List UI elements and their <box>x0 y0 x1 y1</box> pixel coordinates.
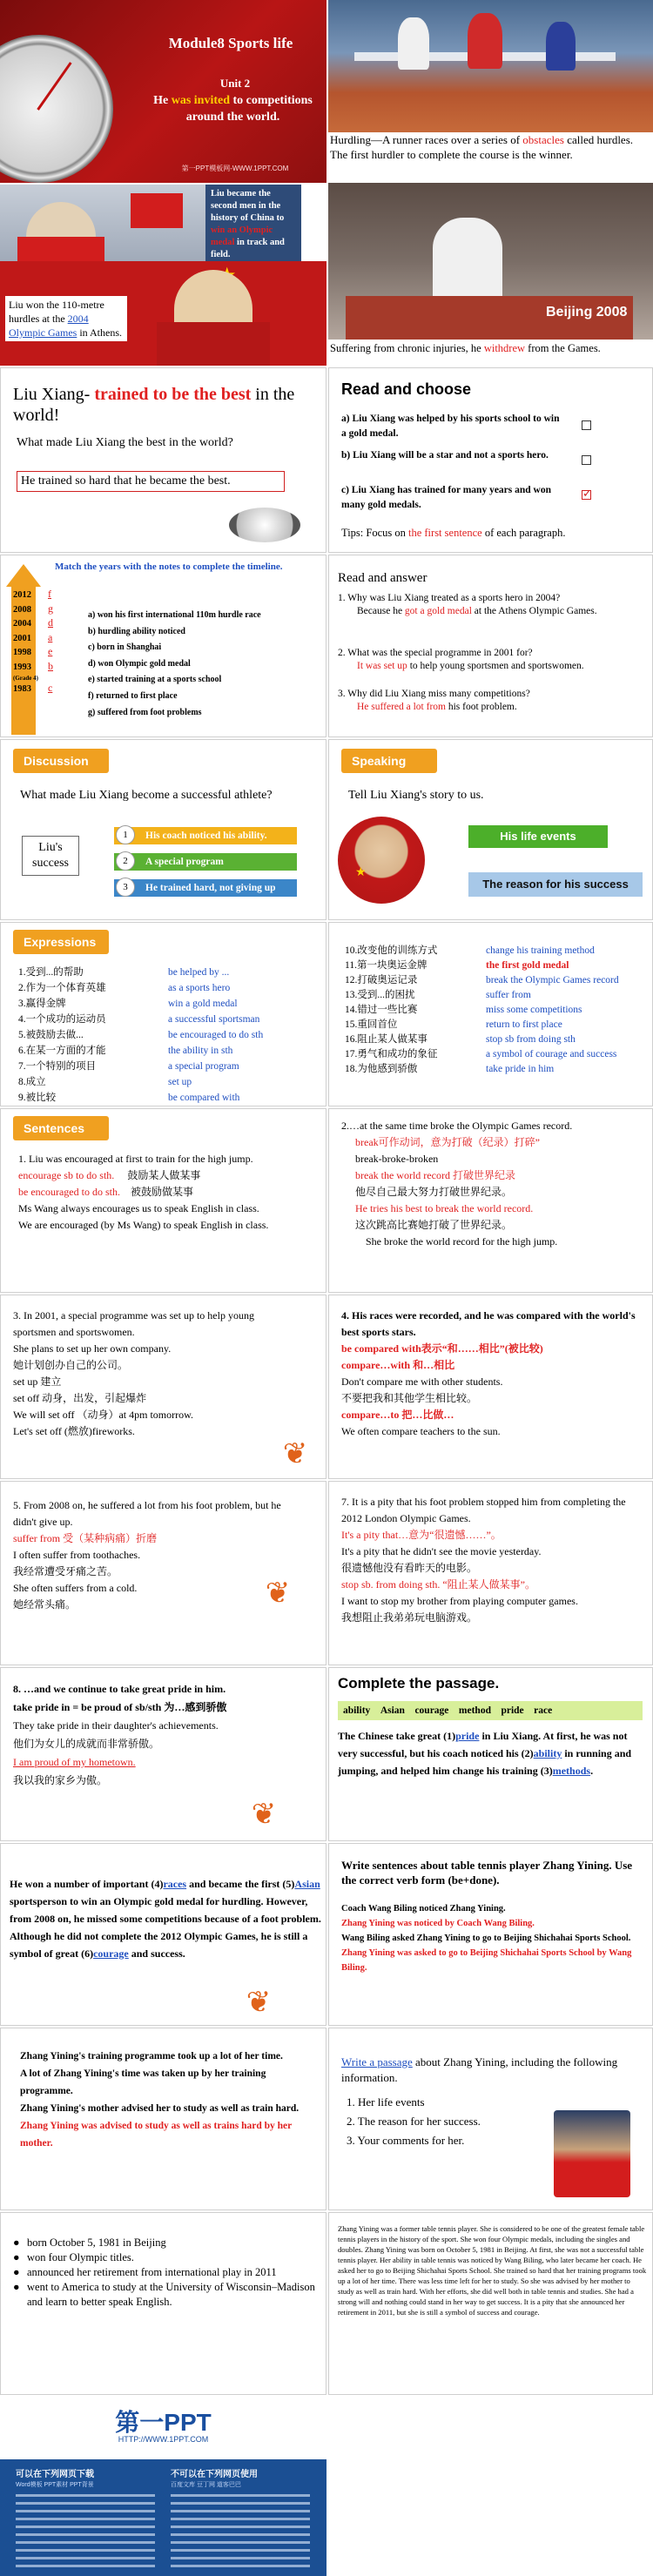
footer-panel <box>0 2459 326 2576</box>
word-bank: ability Asian courage method pride race <box>338 1701 643 1720</box>
slide-read-answer <box>328 555 653 737</box>
slide-trained <box>0 367 326 553</box>
slide-sentences-1 <box>0 1108 326 1293</box>
write-title: Write sentences about table tennis player Zhang Yining. Use the correct verb form (be+done). <box>341 1859 633 1887</box>
timeline-years: 2012 2008 2004 2001 1998 1993 (Grade 4) 1983 <box>13 590 38 694</box>
footer-col1-note: Word模板 PPT素材 PPT背景 <box>16 2482 94 2488</box>
passage-part-1: The Chinese take great (1)pride in Liu Xiang. At first, he was not very successful, but his coach noticed his (2)ability in running and jumping, and helped him change his training (3)methods. <box>338 1730 632 1777</box>
read-choose-title: Read and choose <box>341 380 472 398</box>
footer-links-1 <box>16 2494 155 2567</box>
slide-passage-2 <box>0 1843 326 2026</box>
expressions-zh-right: 10.改变他的训练方式 11.第一块奥运金牌 12.打破奥运记录 13.受到...的困扰 14.错过一些比赛 15.重回首位 16.阻止某人做某事 17.勇气和成功的象征 18.为他感到骄傲 <box>345 945 438 1074</box>
write-passage-intro: Write a passage about Zhang Yining, including the following information. <box>341 2055 618 2084</box>
life-events-box: His life events <box>468 825 608 848</box>
slide-sentences-5 <box>0 1481 326 1665</box>
logo: 第一PPT <box>115 2409 212 2436</box>
footer-col2-note: 百度文库 豆丁网 道客巴巴 <box>171 2482 241 2488</box>
sentence-8: 8. …and we continue to take great pride in him. take pride in = be proud of sb/sth 为…感到骄傲 They take pride in their daughter's achievements. 他们为女儿的成就而非常骄傲。 I am proud of my hometown. 我以我的家乡为傲。 <box>13 1683 227 1786</box>
caption-110m: Liu won the 110-metre hurdles at the 2004 Olympic Games in Athens. <box>5 296 127 341</box>
reason-2: A special program <box>114 853 297 871</box>
expressions-zh-left: 1.受到...的帮助 2.作为一个体育英雄 3.赢得金牌 4.一个成功的运动员 5.被鼓励去做... 6.在某一方面的才能 7.一个特别的项目 8.成立 9.被比较 <box>18 967 106 1103</box>
slide-zhang-facts <box>0 2212 326 2395</box>
ppt-label: 第一PPT模板网-WWW.1PPT.COM <box>181 165 289 172</box>
maple-leaf-icon: ❦ <box>246 1985 272 2020</box>
footer-col2-title: 不可以在下列网页使用 <box>171 2470 258 2479</box>
choice-a[interactable]: a) Liu Xiang was helped by his sports school to win a gold medal. <box>341 414 560 439</box>
checkbox-c[interactable] <box>582 490 591 500</box>
reason-num-2: 2 <box>116 851 135 871</box>
write-passage-items: 1. Her life events 2. The reason for her success. 3. Your comments for her. <box>347 2095 481 2147</box>
sentences-tag: Sentences <box>13 1116 109 1140</box>
hurdling-photo <box>328 0 653 132</box>
answer-box: He trained so hard that he became the best. <box>17 471 285 492</box>
maple-leaf-icon: ❦ <box>282 1436 308 1471</box>
reason-success-box: The reason for his success <box>468 872 643 897</box>
slide-write-sentences <box>328 1843 653 2026</box>
reason-num-1: 1 <box>116 825 135 844</box>
slide-sentences-4 <box>328 1295 653 1479</box>
maple-leaf-icon: ❦ <box>251 1797 277 1832</box>
qa-1: 1. Why was Liu Xiang treated as a sports hero in 2004? Because he got a gold medal at the Athens Olympic Games. <box>338 593 597 616</box>
reason-num-3: 3 <box>116 878 135 897</box>
unit-label: Unit 2 <box>219 77 251 90</box>
discussion-tag: Discussion <box>13 749 109 773</box>
sentence-3: 3. In 2001, a special programme was set up to help young sportsmen and sportswomen. She plans to set up her own company. 她计划创办自己的公司。 set up 建立 set off 动身，出发，引起爆炸 We will set off （动身）at 4pm tomorrow. Let's set off (燃放)fireworks. <box>13 1309 254 1437</box>
slide-sentences-3 <box>0 1295 326 1479</box>
deck-title: Module8 Sports life <box>168 35 293 51</box>
slide-sentences-2 <box>328 1108 653 1293</box>
sentence-7: 7. It is a pity that his foot problem stopped him from completing the 2012 London Olympic Games. It's a pity that…意为“很遗憾……”。 It's a pity that he didn't see the movie yesterday. 很遗憾他没有看昨天的电影。 stop sb. from doing sth. “阻止某人做某事”。 I want to stop my brother from playing computer games. 我想阻止我弟弟玩电脑游戏。 <box>341 1496 626 1624</box>
passive-lines: Zhang Yining's training programme took up a lot of her time. A lot of Zhang Yining's time was taken up by her training programme. Zhang Yining's mother advised her to study as well as train hard. Zhang Yining was advised to study as well as trains hard by her mother. <box>20 2051 300 2149</box>
speaking-tag: Speaking <box>341 749 437 773</box>
withdraw-photo: Beijing 2008 <box>328 183 653 340</box>
facts-list: ● born October 5, 1981 in Beijing ● won four Olympic titles. ● announced her retirement from international play in 2011 ● went to America to study at the University of Wisconsin–Madison and learn to better speak English. <box>13 2236 315 2308</box>
caption-injury: Suffering from chronic injuries, he withdrew from the Games. <box>330 342 601 354</box>
sentence-1: 1. Liu was encouraged at first to train for the high jump. encourage sb to do sth. 鼓励某人做某事 be encouraged to do sth. 被鼓励做某事 Ms Wang always encourages us to speak English in class. We are encouraged (by Ms Wang) to speak English in class. <box>18 1153 269 1231</box>
logo-url: HTTP://WWW.1PPT.COM <box>118 2435 209 2444</box>
sentence-4: 4. His races were recorded, and he was compared with the world's best sports stars. be compared with表示“和……相比”(被比较) compare…with 和…相比 Don't compare me with other students. 不要把我和其他学生相比较。 compare…to 把…比做… We often compare teachers to the sun. <box>341 1309 636 1437</box>
slide-expressions-1 <box>0 922 326 1106</box>
slide-intro <box>0 0 653 366</box>
tips: Tips: Focus on the first sentence of each paragraph. <box>341 527 566 539</box>
slide-speaking <box>328 739 653 920</box>
success-label: Liu's success <box>22 836 79 876</box>
qa-3: 3. Why did Liu Xiang miss many competitions? He suffered a lot from his foot problem. <box>338 689 530 712</box>
expressions-tag: Expressions <box>13 930 109 954</box>
expressions-en-left: be helped by ... as a sports hero win a gold medal a successful sportsman be encouraged to do sth the ability in sth a special program set up be compared with <box>168 967 264 1103</box>
slide-timeline <box>0 555 326 737</box>
complete-title: Complete the passage. <box>338 1675 500 1692</box>
slide-discussion <box>0 739 326 920</box>
read-answer-title: Read and answer <box>338 571 427 585</box>
checkbox-b[interactable] <box>582 455 591 465</box>
reason-3: He trained hard, not giving up <box>114 879 297 897</box>
check-icon: ✓ <box>582 488 592 501</box>
sentence-5: 5. From 2008 on, he suffered a lot from his foot problem, but he didn't give up. suffer from 受（某种病痛）折磨 I often suffer from toothaches. 我经常遭受牙痛之苦。 She often suffers from a cold. 她经常头痛。 <box>13 1499 281 1611</box>
footer-links-2 <box>171 2494 310 2567</box>
checkbox-a[interactable] <box>582 420 591 430</box>
title-panel <box>0 0 326 183</box>
slide-write-passage <box>328 2028 653 2210</box>
passage-part-2: He won a number of important (4)races and became the first (5)Asian sportsperson to win an Olympic gold medal for hurdling. However, from 2008 on, he missed some competitions because of a foot problem. Although he did not complete the 2012 Olympic Games, he is still a symbol of great (6)courage and success. <box>10 1878 321 1960</box>
question: What made Liu Xiang the best in the world? <box>17 436 233 449</box>
timeline-answers: f g d a e b c <box>48 588 53 694</box>
speaking-question: Tell Liu Xiang's story to us. <box>348 789 484 802</box>
slide-sentences-7 <box>328 1481 653 1665</box>
sentence-2: 2.…at the same time broke the Olympic Games record. break可作动词，意为打破（纪录）打碎” break-broke-broken break the world record 打破世界纪录 他尽自己最大努力打破世界纪录。 He tries his best to break the world record. 这次跳高比赛她打破了世界纪录。 She broke the world record for the high jump. <box>341 1120 573 1248</box>
zhang-yining-photo <box>554 2110 630 2197</box>
caption-hurdling: Hurdling—A runner races over a series of obstacles called hurdles. The first hurdler to complete the course is the winner. <box>330 133 634 161</box>
stopwatch-badge-icon <box>229 508 300 542</box>
slide-passive-practice <box>0 2028 326 2210</box>
slide-complete-passage <box>328 1667 653 1841</box>
stopwatch-icon <box>0 35 113 183</box>
timeline-notes: a) won his first international 110m hurdle race b) hurdling ability noticed c) born in Shanghai d) won Olympic gold medal e) started training at a sports school f) returned to first place g) suffered from foot problems <box>88 610 261 717</box>
liu-portrait: ★ <box>338 817 425 904</box>
caption-olympic: Liu became the second men in the history of China to win an Olympic medal in track and field. <box>205 185 301 296</box>
write-lines: Coach Wang Biling noticed Zhang Yining. Zhang Yining was noticed by Coach Wang Biling. Wang Biling asked Zhang Yining to go to Beijing Shichahai Sports School. Zhang Yining was asked to go to Beijing Shichahai Sports School by Wang Biling. <box>341 1904 632 1973</box>
slide-expressions-2 <box>328 922 653 1106</box>
qa-2: 2. What was the special programme in 2001 for? It was set up to help young sportsmen and sportswomen. <box>338 648 584 671</box>
choice-b[interactable]: b) Liu Xiang will be a star and not a sports hero. <box>341 450 549 461</box>
timeline-instruction: Match the years with the notes to complete the timeline. <box>55 562 283 572</box>
slide-sentences-8 <box>0 1667 326 1841</box>
discussion-question: What made Liu Xiang become a successful athlete? <box>20 789 273 802</box>
expressions-en-right: change his training method the first gold medal break the Olympic Games record suffer from miss some competitions return to first place stop sb from doing sth a symbol of courage and success take pride in him <box>486 945 619 1074</box>
choice-c[interactable]: c) Liu Xiang has trained for many years and won many gold medals. <box>341 485 551 510</box>
left-title: Liu Xiang- trained to be the best in the world! <box>13 385 295 425</box>
slide-read-choose <box>328 367 653 553</box>
slide-zhang-passage <box>328 2212 653 2395</box>
zhang-passage: Zhang Yining was a former table tennis player. She is considered to be one of the greatest female table tennis players in the history of the sport. She won four Olympic medals, including the singles and doubles. Zhang Yining was born on October 5, 1981 in Beijing. At first, she was not a successful table tennis player. Her ability in table tennis was noticed by Wang Biling, who later became her coach. He asked her to go to Beijing Shichahai Sports School. She trained so hard that her training programs took up a lot of her time. There was less time left for her to study. So she was advised by her mother to study as well as train hard. With her efforts, she did well both in table tennis and studies. She had a strong will and nothing could stand in her way to get success. It is a pity that she announced her retirement in 2011, but she is still a symbol of success and courage. <box>338 2224 647 2317</box>
deck-subtitle: He was invited to competitions around the world. <box>153 94 313 124</box>
maple-leaf-icon: ❦ <box>265 1576 291 1611</box>
reason-1: His coach noticed his ability. <box>114 827 297 844</box>
slide-footer <box>0 2397 326 2576</box>
footer-col1-title: 可以在下列网页下载 <box>16 2470 94 2479</box>
